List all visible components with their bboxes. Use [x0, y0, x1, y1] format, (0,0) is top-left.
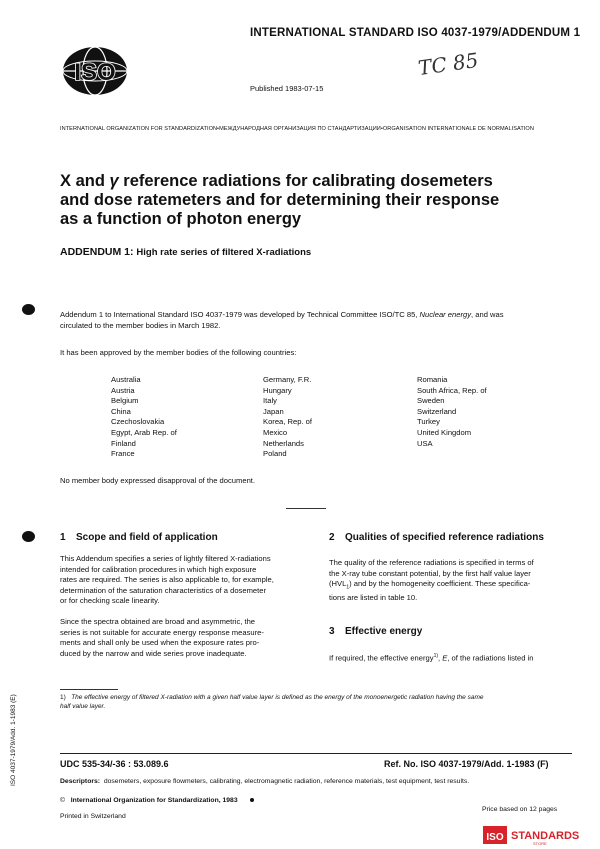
- printed-in: Printed in Switzerland: [60, 813, 126, 820]
- punch-hole-mark: [22, 304, 35, 315]
- footnote-rule: [60, 689, 118, 690]
- title-line-2: and dose ratemeters and for determining their response: [60, 191, 500, 209]
- reference-number: Ref. No. ISO 4037-1979/Add. 1-1983 (F): [384, 759, 549, 769]
- section-1-heading: 1 Scope and field of application: [60, 532, 218, 543]
- organization-line: INTERNATIONAL ORGANIZATION FOR STANDARDIZATION•МЕЖДУНАРОДНАЯ ОРГАНИЗАЦИЯ ПО СТАНДАРТИЗАЦИИ•ORGANISATION INTERNATIONALE DE NORMALISATION: [60, 126, 534, 132]
- section-1-paragraph-2: Since the spectra obtained are broad and asymmetric, the series is not suitable for accurate energy response measure- ments and shall only be used when the exposure rates pro- duced by the narrow and wide series prove inadequate.: [60, 617, 264, 658]
- punch-hole-mark: [22, 531, 35, 542]
- title-line-1: X and γ reference radiations for calibrating dosemeters: [60, 172, 493, 190]
- approval-paragraph: It has been approved by the member bodies of the following countries:: [60, 348, 297, 357]
- countries-column-2: Germany, F.R. Hungary Italy Japan Korea, Rep. of Mexico Netherlands Poland: [263, 375, 312, 459]
- descriptors: Descriptors: dosemeters, exposure flowmeters, calibrating, electromagnetic radiation, reference materials, test equipment, test results.: [60, 778, 470, 785]
- footer-rule: [60, 753, 572, 754]
- addendum-label: ADDENDUM 1:: [60, 246, 134, 258]
- committee-italic: Nuclear energy: [419, 310, 472, 319]
- watermark-standards-text: STANDARDS: [511, 830, 580, 842]
- footnote: 1) The effective energy of filtered X-radiation with a given half value layer is defined as the energy of the monoenergetic radiation having the same half value layer.: [60, 694, 484, 710]
- section-2-heading: 2 Qualities of specified reference radiations: [329, 532, 544, 543]
- section-divider: [286, 508, 326, 509]
- countries-column-3: Romania South Africa, Rep. of Sweden Switzerland Turkey United Kingdom USA: [417, 375, 487, 448]
- gamma-symbol: γ: [109, 172, 119, 190]
- side-reference: ISO 4037-1979/Add. 1-1983 (E): [10, 694, 17, 786]
- handwritten-note: TC 85: [416, 47, 480, 81]
- section-3-heading: 3 Effective energy: [329, 626, 423, 637]
- section-2-paragraph: The quality of the reference radiations is specified in terms of the X-ray tube constant potential, by the first half value layer $(HVL_1)$ and by the homogeneity coefficient. These specifica- tions are listed in table 10.: [329, 558, 534, 603]
- copyright-line: © International Organization for Standardization, 1983: [60, 797, 254, 804]
- watermark-store-text: STORE: [533, 841, 547, 846]
- intro-paragraph: Addendum 1 to International Standard ISO 4037-1979 was developed by Technical Committee ISO/TC 85, Nuclear energy, and was circulated to the member bodies in March 1982.: [60, 310, 504, 330]
- iso-logo: [60, 45, 130, 97]
- countries-column-1: Australia Austria Belgium China Czechoslovakia Egypt, Arab Rep. of Finland France: [111, 375, 177, 459]
- iso-standards-store-watermark: [483, 816, 595, 846]
- iso-logo-text: ISO: [74, 59, 116, 86]
- title-line-3: as a function of photon energy: [60, 210, 302, 228]
- bullet-dot-icon: [250, 798, 254, 802]
- disapproval-paragraph: No member body expressed disapproval of the document.: [60, 476, 256, 485]
- standard-title: INTERNATIONAL STANDARD ISO 4037-1979/ADDENDUM 1: [250, 27, 581, 39]
- section-1-paragraph-1: This Addendum specifies a series of lightly filtered X-radiations intended for calibration procedures in which high exposure rates are required. The series is also applicable to, for example, determination of the saturation characteristics of a dosemeter or for checking scale linearity.: [60, 554, 274, 605]
- addendum-heading: [60, 246, 311, 258]
- published-date: Published 1983-07-15: [250, 84, 324, 93]
- price-note: Price based on 12 pages: [482, 806, 558, 813]
- addendum-subtitle: High rate series of filtered X-radiations: [136, 247, 312, 258]
- document-title: [60, 172, 560, 229]
- udc-number: UDC 535-34/-36 : 53.089.6: [60, 759, 169, 769]
- copyright-symbol: ©: [60, 797, 66, 804]
- watermark-iso-text: ISO: [486, 832, 504, 843]
- section-3-paragraph: If required, the effective energy$^{1)}$, E, of the radiations listed in: [329, 653, 534, 663]
